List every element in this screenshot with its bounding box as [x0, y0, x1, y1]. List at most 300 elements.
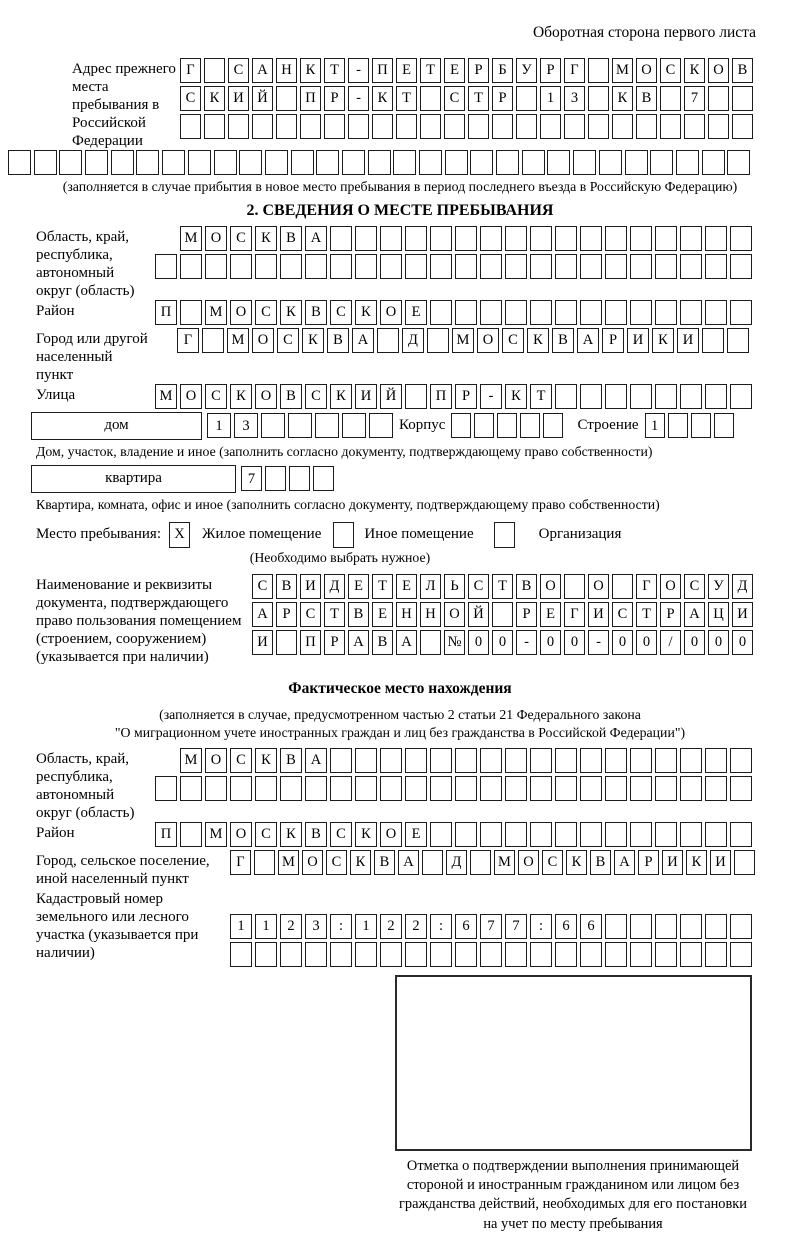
char-box — [668, 413, 688, 438]
char-box — [580, 748, 602, 773]
char-box: Е — [540, 602, 561, 627]
char-box — [180, 822, 202, 847]
char-box — [444, 114, 465, 139]
char-box: М — [155, 384, 177, 409]
char-box — [730, 914, 752, 939]
char-box — [734, 850, 755, 875]
char-box — [255, 776, 277, 801]
char-box — [188, 150, 211, 175]
char-box — [702, 150, 725, 175]
char-box — [348, 114, 369, 139]
char-box — [276, 86, 297, 111]
char-box: А — [252, 602, 273, 627]
char-box: В — [280, 384, 302, 409]
char-box: 1 — [645, 413, 665, 438]
char-box: П — [372, 58, 393, 83]
field-prev-address — [72, 58, 800, 150]
char-box — [265, 150, 288, 175]
char-box — [372, 114, 393, 139]
char-box: : — [530, 914, 552, 939]
city-label: Город или другой населенный пункт — [36, 330, 148, 383]
char-box — [660, 86, 681, 111]
char-box: О — [636, 58, 657, 83]
char-box: Е — [372, 602, 393, 627]
char-box — [204, 58, 225, 83]
stay-type-checkbox-other — [333, 522, 354, 548]
field-district — [36, 300, 800, 328]
char-box: В — [636, 86, 657, 111]
char-box: К — [686, 850, 707, 875]
house-number-cells — [207, 413, 393, 438]
confirmation-caption-line-3: гражданства действий, необходимых для его постановки — [399, 1196, 747, 1213]
page-side-note: Оборотная сторона первого листа — [532, 24, 756, 41]
char-box — [480, 822, 502, 847]
char-box — [230, 776, 252, 801]
char-box — [480, 254, 502, 279]
char-box — [708, 114, 729, 139]
char-box — [702, 328, 724, 353]
char-box — [355, 748, 377, 773]
char-box: 1 — [255, 914, 277, 939]
char-box — [714, 413, 734, 438]
char-box — [313, 466, 334, 491]
char-box: - — [480, 384, 502, 409]
char-box — [636, 114, 657, 139]
char-box — [730, 748, 752, 773]
region-actual-row-1 — [180, 748, 752, 773]
char-box: Т — [492, 574, 513, 599]
char-box: Е — [405, 822, 427, 847]
char-box — [180, 114, 201, 139]
char-box — [705, 300, 727, 325]
char-box — [530, 776, 552, 801]
char-box: Т — [324, 602, 345, 627]
char-box: О — [380, 822, 402, 847]
char-box: 0 — [636, 630, 657, 655]
char-box: М — [205, 300, 227, 325]
char-box — [680, 384, 702, 409]
char-box: 0 — [708, 630, 729, 655]
section2-title: 2. СВЕДЕНИЯ О МЕСТЕ ПРЕБЫВАНИЯ — [246, 201, 554, 219]
char-box — [547, 150, 570, 175]
char-box: А — [614, 850, 635, 875]
region-actual-label: Область, край, республика, автономный округ (область) — [36, 750, 135, 821]
char-box — [355, 226, 377, 251]
char-box: С — [612, 602, 633, 627]
char-box: К — [204, 86, 225, 111]
char-box — [380, 776, 402, 801]
char-box — [630, 914, 652, 939]
char-box — [520, 413, 540, 438]
char-box: Л — [420, 574, 441, 599]
char-box — [280, 776, 302, 801]
char-box: М — [452, 328, 474, 353]
char-box — [530, 748, 552, 773]
stay-type-checkbox-organization — [494, 522, 515, 548]
char-box — [430, 942, 452, 967]
confirmation-caption-line-4: на учет по месту пребывания — [483, 1215, 663, 1232]
char-box: 3 — [564, 86, 585, 111]
char-box — [605, 226, 627, 251]
char-box: К — [280, 822, 302, 847]
char-box: К — [505, 384, 527, 409]
char-box — [380, 226, 402, 251]
char-box: В — [276, 574, 297, 599]
char-box — [680, 822, 702, 847]
char-box: С — [542, 850, 563, 875]
char-box: Г — [636, 574, 657, 599]
char-box — [420, 630, 441, 655]
char-box — [405, 942, 427, 967]
char-box — [505, 226, 527, 251]
char-box — [505, 822, 527, 847]
char-box — [430, 776, 452, 801]
char-box: К — [355, 822, 377, 847]
prev-address-row-2 — [180, 86, 753, 111]
char-box — [680, 748, 702, 773]
char-box — [430, 254, 452, 279]
confirmation-mark-box — [395, 975, 752, 1151]
char-box — [422, 850, 443, 875]
house-caption: Дом, участок, владение и иное (заполнить согласно документу, подтверждающему право собственности) — [36, 443, 653, 459]
char-box — [380, 942, 402, 967]
char-box: И — [627, 328, 649, 353]
char-box — [730, 822, 752, 847]
char-box: М — [180, 748, 202, 773]
char-box: Г — [180, 58, 201, 83]
char-box — [305, 776, 327, 801]
char-box — [305, 942, 327, 967]
char-box — [330, 254, 352, 279]
char-box: 0 — [564, 630, 585, 655]
char-box — [480, 776, 502, 801]
char-box: С — [230, 748, 252, 773]
char-box — [480, 226, 502, 251]
cadastre-row-2 — [230, 942, 752, 967]
char-box — [430, 226, 452, 251]
char-box: В — [516, 574, 537, 599]
confirmation-caption-line-1: Отметка о подтверждении выполнения принимающей — [406, 1157, 740, 1174]
char-box — [276, 630, 297, 655]
char-box — [254, 850, 275, 875]
stay-type-option-other: Иное помещение — [364, 526, 474, 543]
actual-location-caption-1: (заполняется в случае, предусмотренном частью 2 статьи 21 Федерального закона — [159, 706, 641, 722]
char-box: П — [300, 86, 321, 111]
char-box — [396, 114, 417, 139]
char-box: К — [300, 58, 321, 83]
actual-location-title: Фактическое место нахождения — [288, 679, 512, 697]
char-box — [204, 114, 225, 139]
prev-address-label: Адрес прежнего места пребывания в Российской Федерации — [72, 61, 176, 149]
char-box: Е — [444, 58, 465, 83]
char-box — [630, 942, 652, 967]
char-box: П — [155, 300, 177, 325]
char-box — [580, 254, 602, 279]
char-box — [180, 776, 202, 801]
char-box: В — [372, 630, 393, 655]
char-box — [261, 413, 285, 438]
char-box: Т — [636, 602, 657, 627]
char-box — [655, 384, 677, 409]
prev-address-caption: (заполняется в случае прибытия в новое место пребывания в период последнего въезда в Российскую Федерацию) — [62, 179, 738, 194]
char-box: Р — [638, 850, 659, 875]
char-box: С — [252, 574, 273, 599]
char-box — [420, 114, 441, 139]
char-box: : — [430, 914, 452, 939]
char-box — [239, 150, 262, 175]
prev-address-row-4 — [8, 150, 800, 175]
char-box: 1 — [540, 86, 561, 111]
char-box — [555, 776, 577, 801]
char-box — [280, 942, 302, 967]
char-box — [324, 114, 345, 139]
korpus-label: Корпус — [399, 417, 446, 434]
district-actual-row — [155, 822, 752, 847]
region-row-1 — [180, 226, 752, 251]
stroenie-cells — [645, 413, 734, 438]
char-box — [430, 300, 452, 325]
char-box: О — [708, 58, 729, 83]
char-box — [228, 114, 249, 139]
house-label-box: дом — [31, 412, 202, 440]
char-box: Г — [230, 850, 251, 875]
char-box — [680, 776, 702, 801]
char-box — [660, 114, 681, 139]
char-box — [8, 150, 31, 175]
char-box — [355, 776, 377, 801]
char-box: П — [300, 630, 321, 655]
char-box — [705, 384, 727, 409]
char-box: 0 — [684, 630, 705, 655]
char-box: 2 — [405, 914, 427, 939]
char-box: М — [612, 58, 633, 83]
char-box: - — [516, 630, 537, 655]
char-box — [405, 776, 427, 801]
char-box: В — [552, 328, 574, 353]
char-box — [430, 822, 452, 847]
stay-type-row — [36, 522, 800, 548]
confirmation-caption-line-2: стороной и иностранным гражданином или лицом без — [406, 1177, 740, 1194]
char-box — [427, 328, 449, 353]
char-box: Й — [468, 602, 489, 627]
char-box — [330, 942, 352, 967]
char-box — [705, 254, 727, 279]
char-box: Р — [540, 58, 561, 83]
char-box — [680, 226, 702, 251]
stay-type-option-residential: Жилое помещение — [202, 526, 322, 543]
char-box: В — [280, 748, 302, 773]
char-box: В — [348, 602, 369, 627]
char-box — [588, 114, 609, 139]
cadastre-label: Кадастровый номер земельного или лесного участка (указывается при наличии) — [36, 890, 199, 961]
char-box — [377, 328, 399, 353]
char-box — [530, 942, 552, 967]
apartment-caption: Квартира, комната, офис и иное (заполнить согласно документу, подтверждающему право собственности) — [36, 496, 660, 512]
char-box: М — [227, 328, 249, 353]
char-box — [705, 748, 727, 773]
apartment-row — [31, 465, 800, 493]
char-box: Н — [396, 602, 417, 627]
char-box: А — [684, 602, 705, 627]
char-box: С — [180, 86, 201, 111]
char-box — [305, 254, 327, 279]
char-box: Ц — [708, 602, 729, 627]
char-box: С — [277, 328, 299, 353]
char-box: К — [330, 384, 352, 409]
char-box — [727, 328, 749, 353]
char-box: / — [660, 630, 681, 655]
char-box: А — [398, 850, 419, 875]
char-box: А — [252, 58, 273, 83]
char-box: Т — [468, 86, 489, 111]
char-box — [630, 300, 652, 325]
char-box — [543, 413, 563, 438]
char-box — [419, 150, 442, 175]
char-box — [468, 114, 489, 139]
char-box — [369, 413, 393, 438]
char-box: 2 — [380, 914, 402, 939]
korpus-cells — [451, 413, 563, 438]
char-box — [280, 254, 302, 279]
char-box: О — [660, 574, 681, 599]
char-box: Р — [516, 602, 537, 627]
char-box: Б — [492, 58, 513, 83]
char-box: О — [180, 384, 202, 409]
char-box: С — [660, 58, 681, 83]
char-box — [605, 384, 627, 409]
char-box — [705, 942, 727, 967]
prev-address-row-3 — [180, 114, 753, 139]
char-box: О — [230, 300, 252, 325]
char-box: Д — [446, 850, 467, 875]
char-box — [630, 226, 652, 251]
char-box: К — [527, 328, 549, 353]
char-box: С — [255, 300, 277, 325]
char-box: П — [155, 822, 177, 847]
char-box: О — [518, 850, 539, 875]
char-box: Е — [396, 574, 417, 599]
char-box: Р — [324, 630, 345, 655]
char-box: В — [374, 850, 395, 875]
apartment-label-box: квартира — [31, 465, 236, 493]
char-box: Р — [602, 328, 624, 353]
char-box — [291, 150, 314, 175]
char-box: 0 — [732, 630, 753, 655]
char-box: - — [588, 630, 609, 655]
char-box — [85, 150, 108, 175]
char-box: О — [380, 300, 402, 325]
field-document — [36, 574, 800, 666]
char-box: Н — [276, 58, 297, 83]
document-row-1 — [252, 574, 753, 599]
char-box — [202, 328, 224, 353]
char-box — [730, 254, 752, 279]
actual-location-caption-2: "О миграционном учете иностранных граждан и лиц без гражданства в Российской Федерации") — [114, 724, 686, 740]
char-box — [288, 413, 312, 438]
char-box: С — [300, 602, 321, 627]
char-box — [455, 254, 477, 279]
char-box — [155, 776, 177, 801]
char-box: С — [255, 822, 277, 847]
char-box: И — [732, 602, 753, 627]
char-box — [580, 942, 602, 967]
char-box — [214, 150, 237, 175]
char-box: С — [502, 328, 524, 353]
char-box: К — [350, 850, 371, 875]
char-box: О — [540, 574, 561, 599]
char-box: Е — [405, 300, 427, 325]
char-box — [252, 114, 273, 139]
char-box — [405, 384, 427, 409]
char-box — [655, 942, 677, 967]
char-box — [445, 150, 468, 175]
char-box — [580, 776, 602, 801]
char-box: В — [732, 58, 753, 83]
char-box — [530, 254, 552, 279]
char-box: С — [228, 58, 249, 83]
char-box — [705, 914, 727, 939]
house-row — [31, 412, 800, 440]
char-box: 7 — [480, 914, 502, 939]
char-box: М — [494, 850, 515, 875]
char-box: Т — [530, 384, 552, 409]
char-box: О — [205, 226, 227, 251]
char-box: В — [305, 822, 327, 847]
field-region-actual — [36, 748, 800, 822]
char-box — [676, 150, 699, 175]
char-box — [474, 413, 494, 438]
char-box — [655, 748, 677, 773]
char-box — [655, 822, 677, 847]
char-box: К — [684, 58, 705, 83]
char-box: У — [516, 58, 537, 83]
char-box — [276, 114, 297, 139]
char-box — [380, 254, 402, 279]
char-box — [255, 942, 277, 967]
char-box — [655, 300, 677, 325]
char-box — [530, 300, 552, 325]
char-box — [605, 822, 627, 847]
char-box: Р — [455, 384, 477, 409]
char-box — [355, 254, 377, 279]
document-row-3 — [252, 630, 753, 655]
district-row — [155, 300, 752, 325]
char-box: И — [355, 384, 377, 409]
char-box: Й — [252, 86, 273, 111]
char-box: 6 — [455, 914, 477, 939]
char-box — [588, 86, 609, 111]
char-box — [680, 914, 702, 939]
document-label: Наименование и реквизиты документа, подтверждающего право пользования помещением (строением, сооружением) (указывается при наличии) — [36, 576, 242, 665]
char-box: А — [305, 748, 327, 773]
char-box — [380, 748, 402, 773]
char-box — [505, 942, 527, 967]
char-box — [393, 150, 416, 175]
char-box — [315, 413, 339, 438]
district-label: Район — [36, 302, 75, 319]
field-region — [36, 226, 800, 300]
region-actual-row-2 — [155, 776, 752, 801]
char-box — [455, 226, 477, 251]
char-box — [34, 150, 57, 175]
char-box — [555, 226, 577, 251]
char-box — [470, 150, 493, 175]
char-box: И — [588, 602, 609, 627]
char-box — [451, 413, 471, 438]
char-box — [505, 776, 527, 801]
char-box — [522, 150, 545, 175]
char-box — [564, 114, 585, 139]
